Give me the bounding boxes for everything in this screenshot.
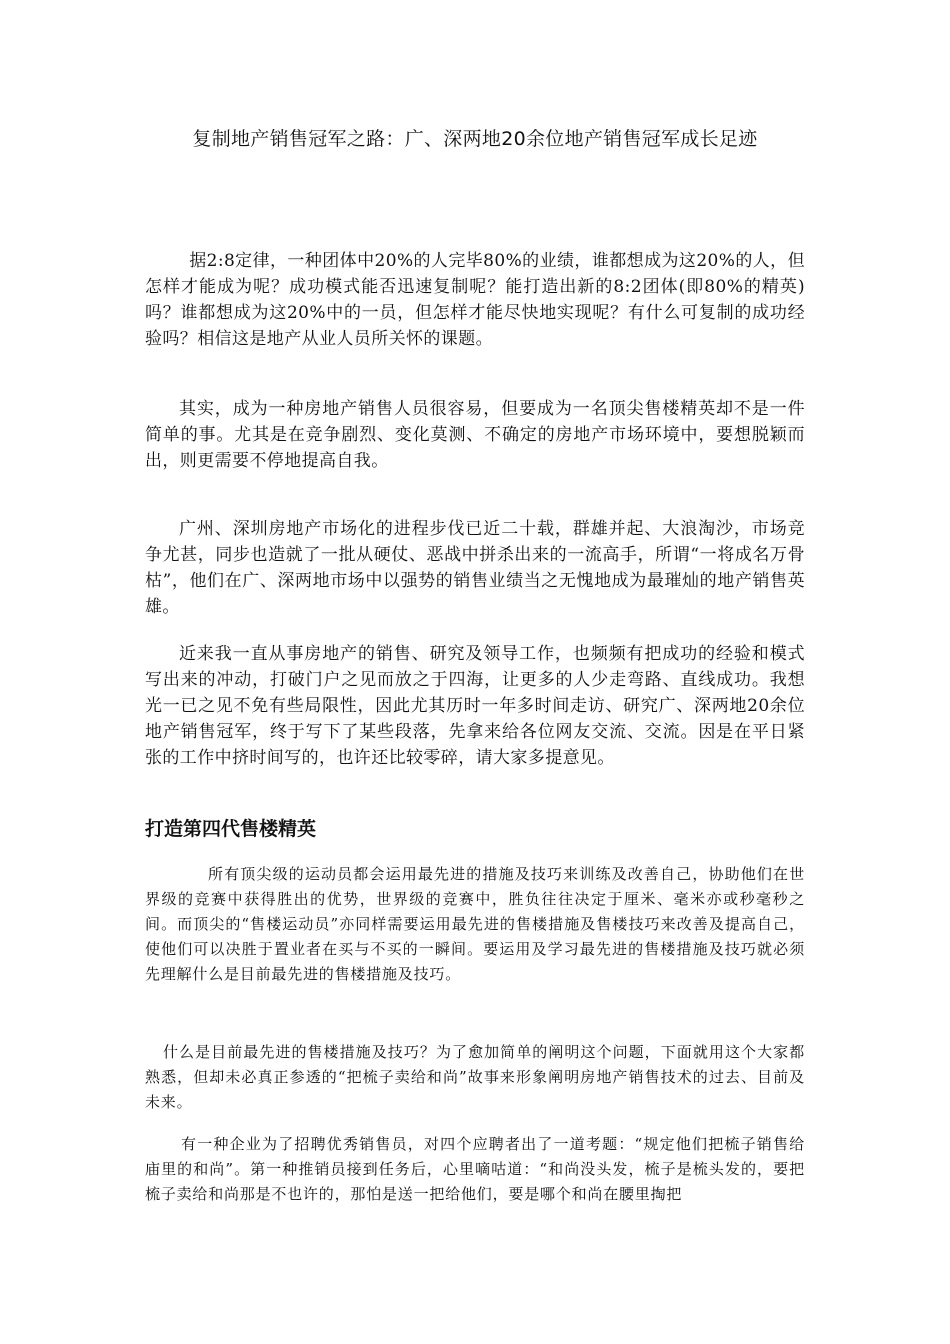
section-paragraph-1: 所有顶尖级的运动员都会运用最先进的措施及技巧来训练及改善自己，协助他们在世界级的竞赛中获得胜出的优势，世界级的竞赛中，胜负往往决定于厘米、毫米亦或秒毫秒之间。而顶尖的“售楼运动员”亦同样需要运用最先进的售楼措施及售楼技巧来改善及提高自己，使他们可以决胜于置业者在买与不买的一瞬间。要运用及学习最先进的售楼措施及技巧就必须先理解什么是目前最先进的售楼措施及技巧。 — [145, 865, 805, 983]
section-heading: 打造第四代售楼精英 — [145, 818, 317, 840]
intro-paragraph-2: 其实，成为一种房地产销售人员很容易，但要成为一名顶尖售楼精英却不是一件简单的事。尤其是在竞争剧烈、变化莫测、不确定的房地产市场环境中，要想脱颖而出，则更需要不停地提高自我。 — [145, 399, 805, 471]
intro-paragraph-4: 近来我一直从事房地产的销售、研究及领导工作，也频频有把成功的经验和模式写出来的冲动，打破门户之见而放之于四海，让更多的人少走弯路、直线成功。我想光一已之见不免有些局限性，因此尤其历时一年多时间走访、研究广、深两地20余位地产销售冠军，终于写下了某些段落，先拿来给各位网友交流、交流。因是在平日紧张的工作中挤时间写的，也许还比较零碎，请大家多提意见。 — [145, 644, 805, 768]
intro-paragraph-3: 广州、深圳房地产市场化的进程步伐已近二十载，群雄并起、大浪淘沙，市场竞争尤甚，同步也造就了一批从硬仗、恶战中拼杀出来的一流高手，所谓“一将成名万骨枯”，他们在广、深两地市场中以强势的销售业绩当之无愧地成为最璀灿的地产销售英雄。 — [145, 519, 805, 617]
document-title: 复制地产销售冠军之路：广、深两地20余位地产销售冠军成长足迹 — [192, 128, 758, 150]
section-paragraph-2: 什么是目前最先进的售楼措施及技巧？为了愈加简单的阐明这个问题，下面就用这个大家都熟悉，但却未必真正参透的“把梳子卖给和尚”故事来形象阐明房地产销售技术的过去、目前及未来。 — [145, 1043, 805, 1111]
intro-paragraph-1: 据2:8定律，一种团体中20%的人完毕80%的业绩，谁都想成为这20%的人，但怎样才能成为呢？成功模式能否迅速复制呢？能打造出新的8:2团体(即80%的精英)吗？谁都想成为这20%中的一员，但怎样才能尽快地实现呢？有什么可复制的成功经验吗？相信这是地产从业人员所关怀的课题。 — [145, 251, 805, 349]
section-paragraph-3: 有一种企业为了招聘优秀销售员，对四个应聘者出了一道考题：“规定他们把梳子销售给庙里的和尚”。第一种推销员接到任务后，心里嘀咕道：“和尚没头发，梳子是梳头发的，要把梳子卖给和尚那是不也许的，那怕是送一把给他们，要是哪个和尚在腰里掏把 — [145, 1135, 805, 1203]
